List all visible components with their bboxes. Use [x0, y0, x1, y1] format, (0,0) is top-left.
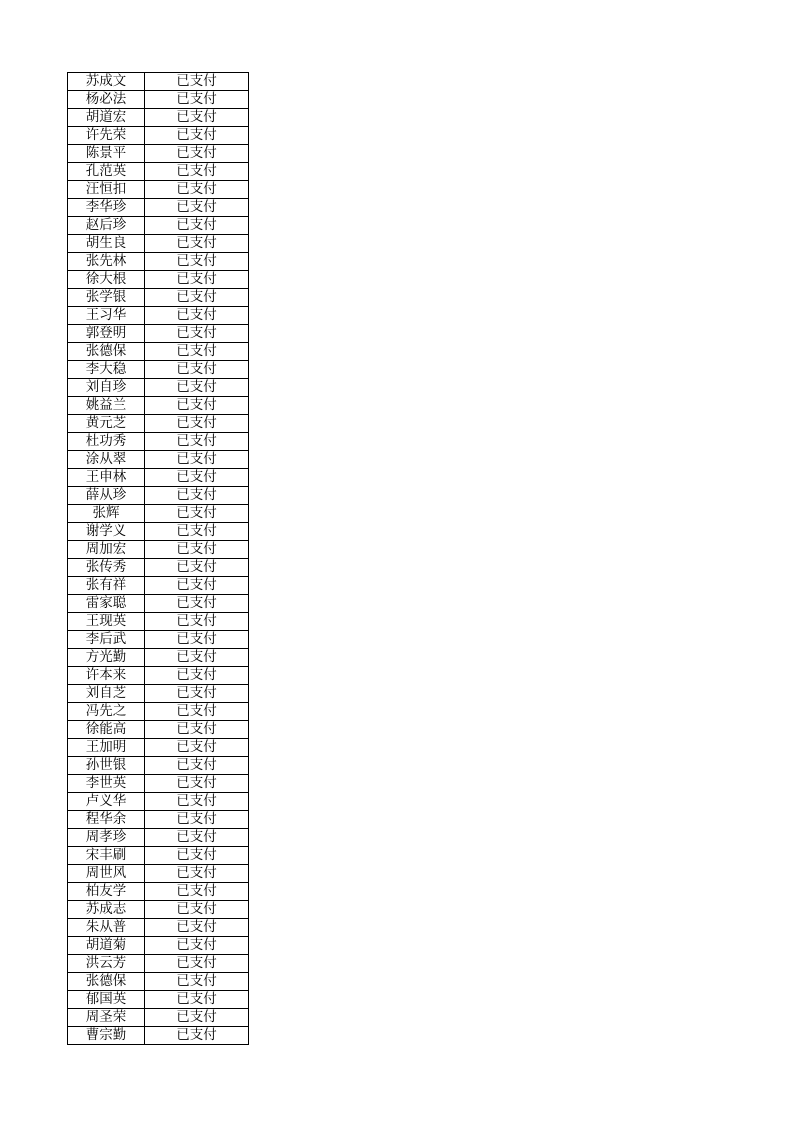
- name-cell[interactable]: 王习华: [68, 307, 145, 325]
- name-cell[interactable]: 杜功秀: [68, 433, 145, 451]
- payment-status-cell[interactable]: 已支付: [145, 289, 249, 307]
- table-row: [68, 1027, 249, 1045]
- name-cell[interactable]: 王加明: [68, 739, 145, 757]
- name-cell[interactable]: 许先荣: [68, 127, 145, 145]
- name-cell[interactable]: 徐能高: [68, 721, 145, 739]
- payment-status-cell[interactable]: 已支付: [145, 217, 249, 235]
- payment-status-cell[interactable]: 已支付: [145, 703, 249, 721]
- table-row: [68, 667, 249, 685]
- name-cell[interactable]: 周加宏: [68, 541, 145, 559]
- payment-status-cell[interactable]: 已支付: [145, 667, 249, 685]
- payment-status-cell[interactable]: 已支付: [145, 883, 249, 901]
- name-cell[interactable]: 胡生良: [68, 235, 145, 253]
- name-cell[interactable]: 张德保: [68, 973, 145, 991]
- payment-status-cell[interactable]: 已支付: [145, 235, 249, 253]
- payment-status-cell[interactable]: 已支付: [145, 865, 249, 883]
- table-row: [68, 775, 249, 793]
- payment-status-cell[interactable]: 已支付: [145, 91, 249, 109]
- payment-status-cell[interactable]: 已支付: [145, 775, 249, 793]
- table-row: [68, 181, 249, 199]
- name-cell[interactable]: 雷家聪: [68, 595, 145, 613]
- payment-status-cell[interactable]: 已支付: [145, 901, 249, 919]
- payment-status-cell[interactable]: 已支付: [145, 613, 249, 631]
- table-row: [68, 217, 249, 235]
- table-row: [68, 379, 249, 397]
- payment-status-cell[interactable]: 已支付: [145, 685, 249, 703]
- name-cell[interactable]: 周孝珍: [68, 829, 145, 847]
- name-cell[interactable]: 赵后珍: [68, 217, 145, 235]
- name-cell[interactable]: 宋丰刷: [68, 847, 145, 865]
- table-row: [68, 721, 249, 739]
- table-row: [68, 631, 249, 649]
- payment-status-cell[interactable]: 已支付: [145, 793, 249, 811]
- name-cell[interactable]: 杨必法: [68, 91, 145, 109]
- payment-status-cell[interactable]: 已支付: [145, 721, 249, 739]
- table-row: [68, 847, 249, 865]
- name-cell[interactable]: 张传秀: [68, 559, 145, 577]
- name-cell[interactable]: 谢学义: [68, 523, 145, 541]
- name-cell[interactable]: 张德保: [68, 343, 145, 361]
- table-row: [68, 739, 249, 757]
- table-row: [68, 469, 249, 487]
- payment-status-cell[interactable]: 已支付: [145, 955, 249, 973]
- payment-status-cell[interactable]: 已支付: [145, 361, 249, 379]
- payment-status-cell[interactable]: 已支付: [145, 469, 249, 487]
- payment-status-cell[interactable]: 已支付: [145, 739, 249, 757]
- name-cell[interactable]: 孙世银: [68, 757, 145, 775]
- name-cell[interactable]: 苏成志: [68, 901, 145, 919]
- name-cell[interactable]: 汪恒扣: [68, 181, 145, 199]
- payment-status-cell[interactable]: 已支付: [145, 379, 249, 397]
- name-cell[interactable]: 孔范英: [68, 163, 145, 181]
- table-row: [68, 541, 249, 559]
- payment-status-cell[interactable]: 已支付: [145, 847, 249, 865]
- payment-status-cell[interactable]: 已支付: [145, 253, 249, 271]
- name-cell[interactable]: 张有祥: [68, 577, 145, 595]
- payment-status-cell[interactable]: 已支付: [145, 397, 249, 415]
- payment-status-cell[interactable]: 已支付: [145, 577, 249, 595]
- name-cell[interactable]: 李世英: [68, 775, 145, 793]
- name-cell[interactable]: 黄元芝: [68, 415, 145, 433]
- table-row: [68, 1009, 249, 1027]
- name-cell[interactable]: 周世风: [68, 865, 145, 883]
- payment-status-cell[interactable]: 已支付: [145, 631, 249, 649]
- table-row: [68, 901, 249, 919]
- name-cell[interactable]: 王现英: [68, 613, 145, 631]
- payment-status-cell[interactable]: 已支付: [145, 523, 249, 541]
- table-row: [68, 253, 249, 271]
- table-row: [68, 595, 249, 613]
- name-cell[interactable]: 郁国英: [68, 991, 145, 1009]
- name-cell[interactable]: 柏友学: [68, 883, 145, 901]
- payment-status-cell[interactable]: 已支付: [145, 163, 249, 181]
- payment-status-cell[interactable]: 已支付: [145, 325, 249, 343]
- payment-status-cell[interactable]: 已支付: [145, 109, 249, 127]
- payment-status-cell[interactable]: 已支付: [145, 937, 249, 955]
- payment-status-cell[interactable]: 已支付: [145, 451, 249, 469]
- table-row: [68, 163, 249, 181]
- payment-status-cell[interactable]: 已支付: [145, 433, 249, 451]
- table-row: [68, 685, 249, 703]
- name-cell[interactable]: 陈景平: [68, 145, 145, 163]
- payment-status-cell[interactable]: 已支付: [145, 1027, 249, 1045]
- name-cell[interactable]: 许本来: [68, 667, 145, 685]
- table-row: [68, 703, 249, 721]
- payment-status-cell[interactable]: 已支付: [145, 415, 249, 433]
- payment-status-cell[interactable]: 已支付: [145, 307, 249, 325]
- name-cell[interactable]: 胡道菊: [68, 937, 145, 955]
- name-cell[interactable]: 冯先之: [68, 703, 145, 721]
- name-cell[interactable]: 郭登明: [68, 325, 145, 343]
- name-cell[interactable]: 朱从普: [68, 919, 145, 937]
- payment-status-cell[interactable]: 已支付: [145, 1009, 249, 1027]
- table-row: [68, 757, 249, 775]
- table-row: [68, 343, 249, 361]
- table-row: [68, 451, 249, 469]
- name-cell[interactable]: 刘自芝: [68, 685, 145, 703]
- name-cell[interactable]: 洪云芳: [68, 955, 145, 973]
- table-row: [68, 127, 249, 145]
- payment-status-cell[interactable]: 已支付: [145, 271, 249, 289]
- table-row: [68, 649, 249, 667]
- name-cell[interactable]: 王申林: [68, 469, 145, 487]
- payment-status-cell[interactable]: 已支付: [145, 73, 249, 91]
- table-row: [68, 793, 249, 811]
- payment-status-cell[interactable]: 已支付: [145, 505, 249, 523]
- table-row: [68, 829, 249, 847]
- name-cell[interactable]: 张辉: [68, 505, 145, 523]
- table-row: [68, 307, 249, 325]
- table-row: [68, 883, 249, 901]
- table-row: [68, 235, 249, 253]
- table-row: [68, 487, 249, 505]
- table-row: [68, 613, 249, 631]
- table-row: [68, 415, 249, 433]
- payment-status-cell[interactable]: 已支付: [145, 973, 249, 991]
- name-cell[interactable]: 刘自珍: [68, 379, 145, 397]
- table-row: [68, 865, 249, 883]
- name-cell[interactable]: 张先林: [68, 253, 145, 271]
- table-row: [68, 325, 249, 343]
- name-cell[interactable]: 李华珍: [68, 199, 145, 217]
- payment-status-cell[interactable]: 已支付: [145, 181, 249, 199]
- table-row: [68, 577, 249, 595]
- table-row: [68, 271, 249, 289]
- name-cell[interactable]: 程华余: [68, 811, 145, 829]
- payment-status-cell[interactable]: 已支付: [145, 757, 249, 775]
- payment-status-cell[interactable]: 已支付: [145, 829, 249, 847]
- table-row: [68, 145, 249, 163]
- table-row: [68, 955, 249, 973]
- name-cell[interactable]: 周圣荣: [68, 1009, 145, 1027]
- table-row: [68, 433, 249, 451]
- payment-status-cell[interactable]: 已支付: [145, 487, 249, 505]
- table-row: [68, 109, 249, 127]
- payment-status-cell[interactable]: 已支付: [145, 343, 249, 361]
- name-cell[interactable]: 苏成文: [68, 73, 145, 91]
- name-cell[interactable]: 卢义华: [68, 793, 145, 811]
- name-cell[interactable]: 姚益兰: [68, 397, 145, 415]
- payment-status-cell[interactable]: 已支付: [145, 919, 249, 937]
- table-row: [68, 91, 249, 109]
- name-cell[interactable]: 李后武: [68, 631, 145, 649]
- table-row: [68, 559, 249, 577]
- table-row: [68, 991, 249, 1009]
- payment-status-cell[interactable]: 已支付: [145, 595, 249, 613]
- table-row: [68, 73, 249, 91]
- payment-status-cell[interactable]: 已支付: [145, 559, 249, 577]
- payment-status-cell[interactable]: 已支付: [145, 541, 249, 559]
- table-row: [68, 973, 249, 991]
- name-cell[interactable]: 曹宗勤: [68, 1027, 145, 1045]
- table-row: [68, 289, 249, 307]
- name-cell[interactable]: 徐大根: [68, 271, 145, 289]
- name-cell[interactable]: 胡道宏: [68, 109, 145, 127]
- table-row: [68, 361, 249, 379]
- payment-status-cell[interactable]: 已支付: [145, 127, 249, 145]
- payment-status-cell[interactable]: 已支付: [145, 199, 249, 217]
- table-row: [68, 199, 249, 217]
- payment-table-body: [68, 73, 249, 1045]
- name-cell[interactable]: 涂从翠: [68, 451, 145, 469]
- table-row: [68, 811, 249, 829]
- payment-table: [67, 72, 249, 1045]
- name-cell[interactable]: 方光勤: [68, 649, 145, 667]
- name-cell[interactable]: 李大稳: [68, 361, 145, 379]
- table-row: [68, 397, 249, 415]
- table-row: [68, 919, 249, 937]
- table-row: [68, 523, 249, 541]
- payment-status-cell[interactable]: 已支付: [145, 145, 249, 163]
- name-cell[interactable]: 薛从珍: [68, 487, 145, 505]
- payment-status-cell[interactable]: 已支付: [145, 991, 249, 1009]
- table-row: [68, 937, 249, 955]
- payment-status-cell[interactable]: 已支付: [145, 649, 249, 667]
- name-cell[interactable]: 张学银: [68, 289, 145, 307]
- payment-status-cell[interactable]: 已支付: [145, 811, 249, 829]
- table-row: [68, 505, 249, 523]
